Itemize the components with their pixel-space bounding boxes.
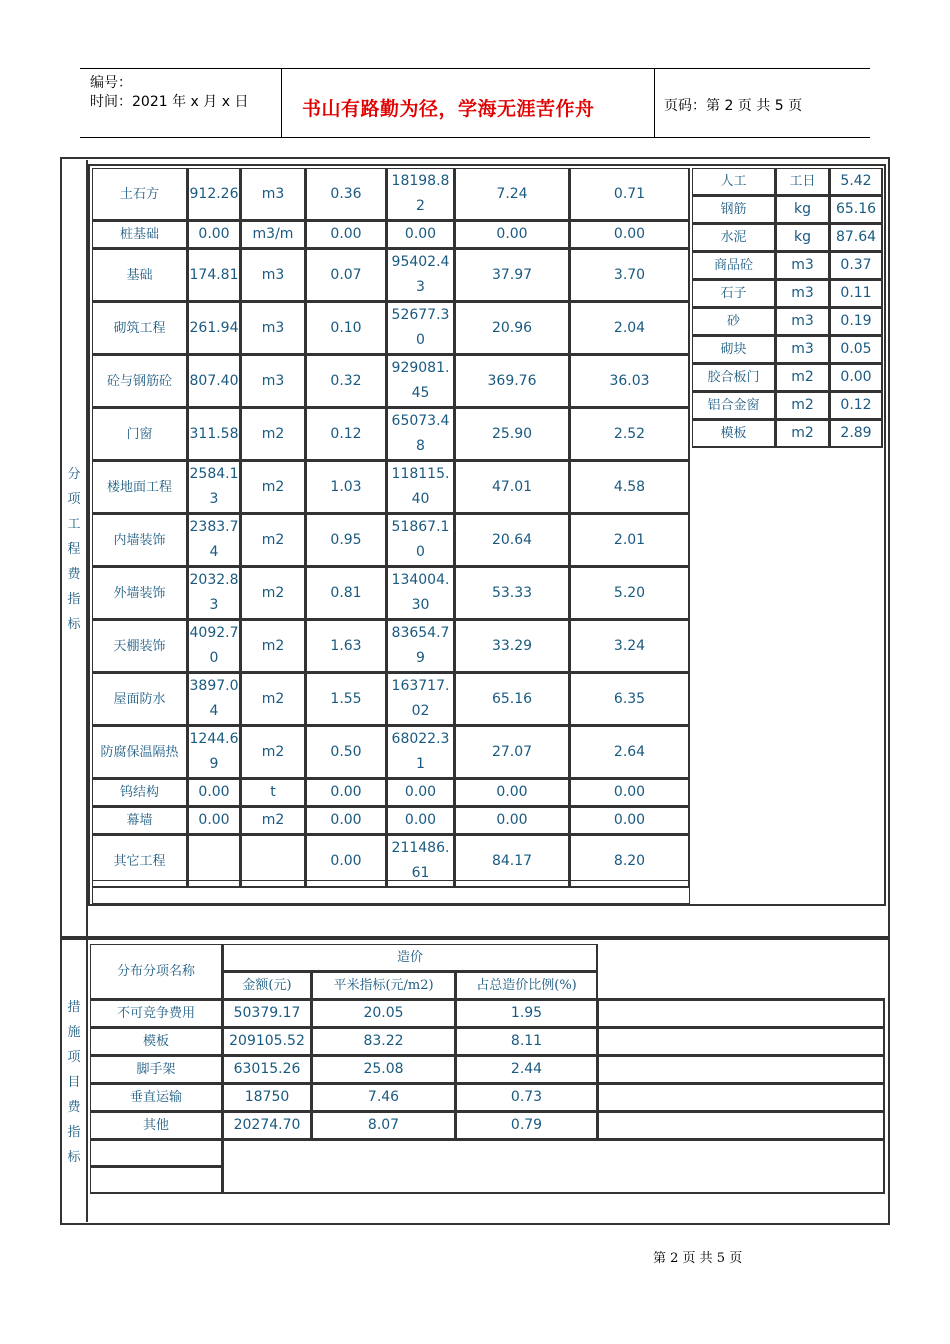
table-cell: 7.46	[312, 1084, 456, 1112]
table-cell: 2.64	[570, 726, 690, 779]
table-row	[692, 420, 883, 448]
table-cell: 幕墙	[92, 807, 188, 835]
table-row	[92, 461, 690, 514]
table-row	[92, 514, 690, 567]
table-cell: 84.17	[455, 835, 570, 888]
table-cell: 胶合板门	[692, 364, 776, 392]
table-row	[90, 1084, 885, 1112]
table-cell: 912.26	[188, 168, 241, 221]
table-cell: 20.64	[455, 514, 570, 567]
table-cell: 51867.10	[387, 514, 455, 567]
col-name-header: 分布分项名称	[90, 944, 223, 1000]
label-char: 施	[67, 1025, 81, 1040]
table-cell: 65073.48	[387, 408, 455, 461]
table-cell: m2	[241, 807, 306, 835]
table-cell: 0.00	[306, 835, 387, 888]
table-cell: 33.29	[455, 620, 570, 673]
table-cell: 0.10	[306, 302, 387, 355]
header-divider	[281, 69, 282, 137]
table-cell: 铝合金窗	[692, 392, 776, 420]
table-cell: 0.00	[306, 807, 387, 835]
table-row	[92, 807, 690, 835]
table-cell: 桩基础	[92, 221, 188, 249]
table-cell: m3	[241, 355, 306, 408]
table-cell: 0.71	[570, 168, 690, 221]
table-row	[92, 673, 690, 726]
section1-label	[66, 462, 82, 637]
table-cell: 外墙装饰	[92, 567, 188, 620]
serial-label: 编号：	[90, 75, 132, 91]
table-cell: 土石方	[92, 168, 188, 221]
table-cell: kg	[776, 224, 830, 252]
table-row	[92, 249, 690, 302]
table-cell: 0.00	[570, 221, 690, 249]
table-cell: 95402.43	[387, 249, 455, 302]
label-char: 措	[67, 1000, 81, 1015]
table-cell: 63015.26	[223, 1056, 312, 1084]
label-char: 标	[67, 617, 81, 632]
table-row	[92, 779, 690, 807]
table-cell: 2383.74	[188, 514, 241, 567]
table-cell: 砌块	[692, 336, 776, 364]
label-char: 工	[67, 517, 81, 532]
col-ratio-header: 占总造价比例(%)	[456, 972, 598, 1000]
table-cell: m3	[776, 336, 830, 364]
table-cell: t	[241, 779, 306, 807]
page-footer: 第 2 页 共 5 页	[653, 1251, 743, 1266]
label-char: 分	[67, 467, 81, 482]
material-index-table	[692, 168, 883, 448]
table-cell: 不可竞争费用	[90, 1000, 223, 1028]
table-cell: 6.35	[570, 673, 690, 726]
table-cell: 0.95	[306, 514, 387, 567]
label-char: 标	[67, 1150, 81, 1165]
table-cell: kg	[776, 196, 830, 224]
table-cell: 0.00	[188, 221, 241, 249]
table-row	[92, 567, 690, 620]
table-row	[92, 620, 690, 673]
table-cell: 天棚装饰	[92, 620, 188, 673]
table-cell: 0.00	[306, 779, 387, 807]
table-row	[692, 252, 883, 280]
table-cell: 261.94	[188, 302, 241, 355]
table-cell: 砼与钢筋砼	[92, 355, 188, 408]
col-group-header: 造价	[223, 944, 598, 972]
blank-cell	[223, 1140, 885, 1194]
section2-label	[66, 995, 82, 1170]
table-cell: 钨结构	[92, 779, 188, 807]
motto: 书山有路勤为径，学海无涯苦作舟	[302, 98, 595, 120]
table-cell	[598, 1000, 885, 1028]
table-cell: 石子	[692, 280, 776, 308]
table-cell: m3	[241, 249, 306, 302]
table-cell: 0.00	[455, 221, 570, 249]
table-cell: 1.95	[456, 1000, 598, 1028]
table-cell: 屋面防水	[92, 673, 188, 726]
table-cell: 0.00	[455, 807, 570, 835]
table-cell: 人工	[692, 168, 776, 196]
table-cell: 369.76	[455, 355, 570, 408]
table-cell: m2	[241, 408, 306, 461]
table-row	[692, 364, 883, 392]
table-row	[92, 408, 690, 461]
table-cell: m2	[776, 364, 830, 392]
table-row	[692, 224, 883, 252]
table-cell: 楼地面工程	[92, 461, 188, 514]
table-cell: 8.20	[570, 835, 690, 888]
table-cell: 0.12	[830, 392, 883, 420]
table-cell: 174.81	[188, 249, 241, 302]
table-cell: 0.79	[456, 1112, 598, 1140]
table-cell: m3	[776, 308, 830, 336]
table-cell: 211486.61	[387, 835, 455, 888]
table-cell: 8.11	[456, 1028, 598, 1056]
table-cell: 18750	[223, 1084, 312, 1112]
table-cell	[598, 1084, 885, 1112]
label-char: 指	[67, 1125, 81, 1140]
table-cell: 2.44	[456, 1056, 598, 1084]
table-cell: 7.24	[455, 168, 570, 221]
table-row	[92, 221, 690, 249]
table-cell: 钢筋	[692, 196, 776, 224]
table-cell: 4092.70	[188, 620, 241, 673]
table-cell: 0.00	[188, 807, 241, 835]
table-cell: 2032.83	[188, 567, 241, 620]
table-cell: 0.19	[830, 308, 883, 336]
label-char: 目	[67, 1075, 81, 1090]
table-cell: 0.36	[306, 168, 387, 221]
table-row	[92, 726, 690, 779]
label-char: 程	[67, 542, 81, 557]
col-amount-header: 金额(元)	[223, 972, 312, 1000]
table-cell: 0.00	[188, 779, 241, 807]
table-cell: m2	[776, 420, 830, 448]
table-cell: 68022.31	[387, 726, 455, 779]
table-cell: 3.24	[570, 620, 690, 673]
table-cell: 83.22	[312, 1028, 456, 1056]
col-per-m2-header: 平米指标(元/m2)	[312, 972, 456, 1000]
table-cell: 2.01	[570, 514, 690, 567]
table-cell: 0.37	[830, 252, 883, 280]
table-cell: m3/m	[241, 221, 306, 249]
table-cell: 118115.40	[387, 461, 455, 514]
table-cell: 5.20	[570, 567, 690, 620]
table-row	[692, 168, 883, 196]
table-row	[90, 1028, 885, 1056]
table-cell: 0.81	[306, 567, 387, 620]
measure-index-table	[90, 944, 885, 1194]
table-row	[692, 308, 883, 336]
blank-row	[92, 880, 690, 904]
table-cell: 门窗	[92, 408, 188, 461]
blank-cell	[90, 1140, 223, 1167]
table-cell: m2	[776, 392, 830, 420]
table-cell: 0.07	[306, 249, 387, 302]
table-cell: 0.00	[570, 779, 690, 807]
blank-cell	[90, 1167, 223, 1194]
table-cell: 2.89	[830, 420, 883, 448]
section2-label-divider	[86, 939, 88, 1222]
table-cell: 929081.45	[387, 355, 455, 408]
table-cell: 83654.79	[387, 620, 455, 673]
table-cell: 3.70	[570, 249, 690, 302]
table-cell: 27.07	[455, 726, 570, 779]
table-cell: 0.00	[455, 779, 570, 807]
table-cell: 3897.04	[188, 673, 241, 726]
table-cell: 65.16	[830, 196, 883, 224]
table-cell: 0.32	[306, 355, 387, 408]
table-cell: 807.40	[188, 355, 241, 408]
table-cell: 内墙装饰	[92, 514, 188, 567]
table-cell: 50379.17	[223, 1000, 312, 1028]
table-cell: 8.07	[312, 1112, 456, 1140]
table-cell: 1.55	[306, 673, 387, 726]
table-cell: 0.00	[830, 364, 883, 392]
table-cell: 1.63	[306, 620, 387, 673]
table-cell: 311.58	[188, 408, 241, 461]
table-cell: 0.50	[306, 726, 387, 779]
table-cell: 垂直运输	[90, 1084, 223, 1112]
table-row	[92, 168, 690, 221]
table-cell: 0.00	[306, 221, 387, 249]
table-row	[692, 280, 883, 308]
table-row	[692, 196, 883, 224]
table-cell: 209105.52	[223, 1028, 312, 1056]
table-cell: 防腐保温隔热	[92, 726, 188, 779]
table-cell: 2.52	[570, 408, 690, 461]
label-char: 费	[67, 1100, 81, 1115]
label-char: 费	[67, 567, 81, 582]
table-cell: 0.00	[570, 807, 690, 835]
table-cell: 模板	[90, 1028, 223, 1056]
table-cell: m2	[241, 567, 306, 620]
table-cell: 53.33	[455, 567, 570, 620]
table-cell: 0.05	[830, 336, 883, 364]
table-cell: 0.00	[387, 779, 455, 807]
table-cell: 其它工程	[92, 835, 188, 888]
table-row	[92, 355, 690, 408]
table-row	[692, 336, 883, 364]
table-cell: 134004.30	[387, 567, 455, 620]
table-cell: 2584.13	[188, 461, 241, 514]
table-cell: 20.05	[312, 1000, 456, 1028]
table-cell: 37.97	[455, 249, 570, 302]
table-cell: m2	[241, 726, 306, 779]
table-cell	[598, 1056, 885, 1084]
time-label: 时间：2021 年 x 月 x 日	[90, 94, 249, 110]
table-row	[692, 392, 883, 420]
table-cell: m2	[241, 461, 306, 514]
table-cell: 1.03	[306, 461, 387, 514]
table-cell: 商品砼	[692, 252, 776, 280]
table-row	[90, 1056, 885, 1084]
table-cell: 0.12	[306, 408, 387, 461]
table-row	[92, 302, 690, 355]
table-cell: 水泥	[692, 224, 776, 252]
table-cell: 18198.82	[387, 168, 455, 221]
label-char: 项	[67, 1050, 81, 1065]
table-cell: 0.00	[387, 807, 455, 835]
table-cell: m3	[776, 280, 830, 308]
table-cell: 36.03	[570, 355, 690, 408]
empty-cell	[598, 944, 885, 1000]
table-cell: 20274.70	[223, 1112, 312, 1140]
table-cell: 砂	[692, 308, 776, 336]
table-cell: 模板	[692, 420, 776, 448]
page-label: 页码：第 2 页 共 5 页	[664, 98, 803, 114]
table-cell: 其他	[90, 1112, 223, 1140]
table-cell: m2	[241, 514, 306, 567]
table-cell: 2.04	[570, 302, 690, 355]
table-cell: 20.96	[455, 302, 570, 355]
cost-index-table	[92, 168, 690, 888]
table-cell: 65.16	[455, 673, 570, 726]
table-cell: 脚手架	[90, 1056, 223, 1084]
table-cell: 砌筑工程	[92, 302, 188, 355]
table-cell	[598, 1112, 885, 1140]
table-row	[90, 1000, 885, 1028]
table-cell: 4.58	[570, 461, 690, 514]
table-cell: 163717.02	[387, 673, 455, 726]
table-cell: 工日	[776, 168, 830, 196]
table-cell: 25.90	[455, 408, 570, 461]
table-cell: 5.42	[830, 168, 883, 196]
label-char: 项	[67, 492, 81, 507]
table-cell: 基础	[92, 249, 188, 302]
table-row	[90, 1112, 885, 1140]
table-cell: 0.00	[387, 221, 455, 249]
table-cell: m3	[241, 168, 306, 221]
table-cell: m2	[241, 673, 306, 726]
table-cell: 52677.30	[387, 302, 455, 355]
table-cell: 1244.69	[188, 726, 241, 779]
table-cell	[598, 1028, 885, 1056]
table-cell: m3	[241, 302, 306, 355]
table-cell: 87.64	[830, 224, 883, 252]
table-cell: 25.08	[312, 1056, 456, 1084]
header-divider	[654, 69, 655, 137]
table-cell: 0.11	[830, 280, 883, 308]
table-cell: m3	[776, 252, 830, 280]
table-cell: 47.01	[455, 461, 570, 514]
table-cell: 0.73	[456, 1084, 598, 1112]
label-char: 指	[67, 592, 81, 607]
table-cell: m2	[241, 620, 306, 673]
